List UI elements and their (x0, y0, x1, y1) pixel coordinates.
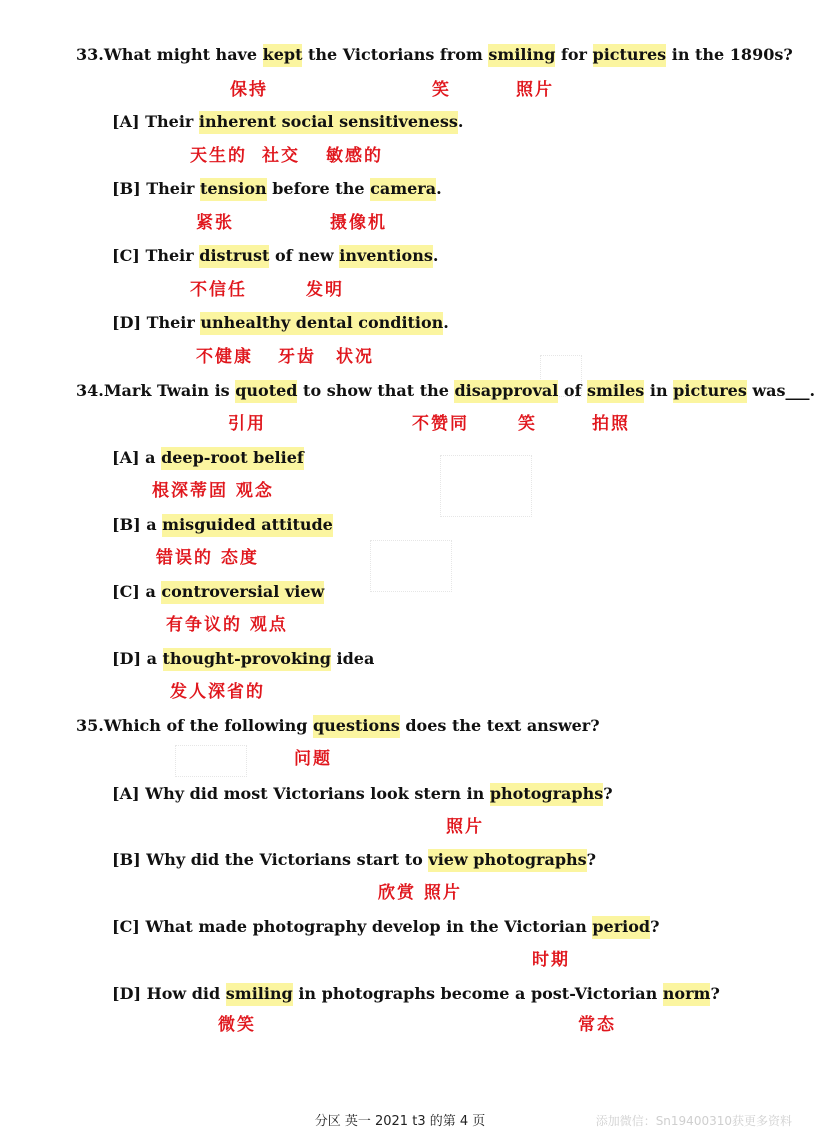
text-segment: in the 1890s? (666, 45, 793, 64)
answer-option (112, 581, 324, 603)
highlighted-keyword: inherent social sensitiveness (199, 111, 458, 134)
highlighted-keyword: quoted (235, 380, 297, 403)
chinese-annotation: 牙齿 (278, 347, 316, 367)
chinese-annotation: 欣赏 照片 (378, 883, 462, 903)
chinese-annotation: 发人深省的 (170, 682, 265, 702)
highlighted-keyword: photographs (490, 783, 603, 806)
chinese-annotation: 摄像机 (330, 213, 387, 233)
chinese-annotation: 错误的 态度 (156, 548, 259, 568)
highlighted-keyword: smiling (488, 44, 555, 67)
chinese-annotation: 天生的 (190, 146, 247, 166)
text-segment: in photographs become a post-Victorian (292, 984, 663, 1003)
answer-option (112, 447, 304, 469)
text-segment: [A] Why did most Victorians look stern in (112, 784, 490, 803)
text-segment: [B] a (112, 515, 163, 534)
text-segment: [D] Their (112, 313, 201, 332)
text-segment: [B] Why did the Victorians start to (112, 850, 429, 869)
text-segment: [D] a (112, 649, 163, 668)
text-segment: before the (266, 179, 371, 198)
text-segment: to show that the (297, 381, 455, 400)
highlighted-keyword: smiles (587, 380, 644, 403)
chinese-annotation: 社交 (262, 146, 300, 166)
question-stem (76, 715, 600, 737)
text-segment: 35.Which of the following (76, 716, 313, 735)
answer-option (112, 983, 720, 1005)
chinese-annotation: 照片 (516, 80, 554, 100)
highlighted-keyword: period (592, 916, 650, 939)
text-segment: 34.Mark Twain is (76, 381, 236, 400)
question-stem (76, 44, 793, 66)
text-segment: [C] Their (112, 246, 200, 265)
chinese-annotation: 敏感的 (326, 146, 383, 166)
highlighted-keyword: deep-root belief (161, 447, 304, 470)
chinese-annotation: 紧张 (196, 213, 234, 233)
text-segment: idea (330, 649, 375, 668)
page-footer: 分区 英一 2021 t3 的第 4 页 (314, 1114, 486, 1129)
answer-option (112, 111, 463, 133)
answer-option (112, 648, 374, 670)
chinese-annotation: 时期 (532, 950, 570, 970)
text-segment: . (457, 112, 464, 131)
highlighted-keyword: disapproval (454, 380, 558, 403)
highlighted-keyword: kept (263, 44, 303, 67)
highlighted-keyword: tension (200, 178, 267, 201)
highlighted-keyword: controversial view (161, 581, 324, 604)
text-segment: of new (269, 246, 340, 265)
highlighted-keyword: pictures (593, 44, 667, 67)
highlighted-keyword: view photographs (428, 849, 586, 872)
chinese-annotation: 笑 (432, 80, 451, 100)
chinese-annotation: 微笑 (218, 1015, 256, 1035)
chinese-annotation: 有争议的 观点 (166, 615, 288, 635)
text-segment: 33.What might have (76, 45, 263, 64)
answer-option (112, 178, 442, 200)
text-segment: ? (603, 784, 613, 803)
text-segment: was___. (746, 381, 815, 400)
text-segment: of (558, 381, 588, 400)
answer-option (112, 916, 659, 938)
text-segment: [A] Their (112, 112, 199, 131)
text-segment: in (644, 381, 674, 400)
chinese-annotation: 状况 (336, 347, 374, 367)
highlighted-keyword: thought-provoking (163, 648, 331, 671)
text-segment: [C] What made photography develop in the Victorian (112, 917, 593, 936)
chinese-annotation: 不健康 (196, 347, 253, 367)
text-segment: [B] Their (112, 179, 201, 198)
answer-option (112, 783, 613, 805)
highlighted-keyword: distrust (199, 245, 269, 268)
chinese-annotation: 根深蒂固 观念 (152, 481, 274, 501)
text-segment: does the text answer? (399, 716, 600, 735)
chinese-annotation: 不赞同 (412, 414, 469, 434)
watermark: 添加微信：Sn19400310获更多资料 (595, 1114, 792, 1128)
highlighted-keyword: unhealthy dental condition (200, 312, 443, 335)
answer-option (112, 245, 438, 267)
chinese-annotation: 不信任 (190, 280, 247, 300)
answer-option (112, 849, 596, 871)
chinese-annotation: 发明 (306, 280, 344, 300)
text-segment: . (432, 246, 439, 265)
text-segment: for (555, 45, 593, 64)
highlighted-keyword: norm (663, 983, 711, 1006)
question-stem (76, 380, 815, 402)
chinese-annotation: 常态 (578, 1015, 616, 1035)
answer-option (112, 312, 449, 334)
text-segment: ? (710, 984, 720, 1003)
text-segment: . (436, 179, 442, 198)
chinese-annotation: 引用 (228, 414, 266, 434)
highlighted-keyword: camera (370, 178, 436, 201)
highlighted-keyword: inventions (339, 245, 433, 268)
text-segment: the Victorians from (302, 45, 489, 64)
text-segment: . (443, 313, 449, 332)
highlighted-keyword: pictures (673, 380, 747, 403)
text-segment: [A] a (112, 448, 162, 467)
highlighted-keyword: smiling (226, 983, 293, 1006)
chinese-annotation: 保持 (230, 80, 268, 100)
chinese-annotation: 照片 (446, 817, 484, 837)
text-segment: [C] a (112, 582, 162, 601)
text-segment: ? (650, 917, 660, 936)
highlighted-keyword: questions (313, 715, 400, 738)
text-segment: [D] How did (112, 984, 226, 1003)
chinese-annotation: 笑 (518, 414, 537, 434)
highlighted-keyword: misguided attitude (162, 514, 333, 537)
chinese-annotation: 拍照 (592, 414, 630, 434)
chinese-annotation: 问题 (294, 749, 332, 769)
answer-option (112, 514, 333, 536)
text-segment: ? (586, 850, 597, 869)
